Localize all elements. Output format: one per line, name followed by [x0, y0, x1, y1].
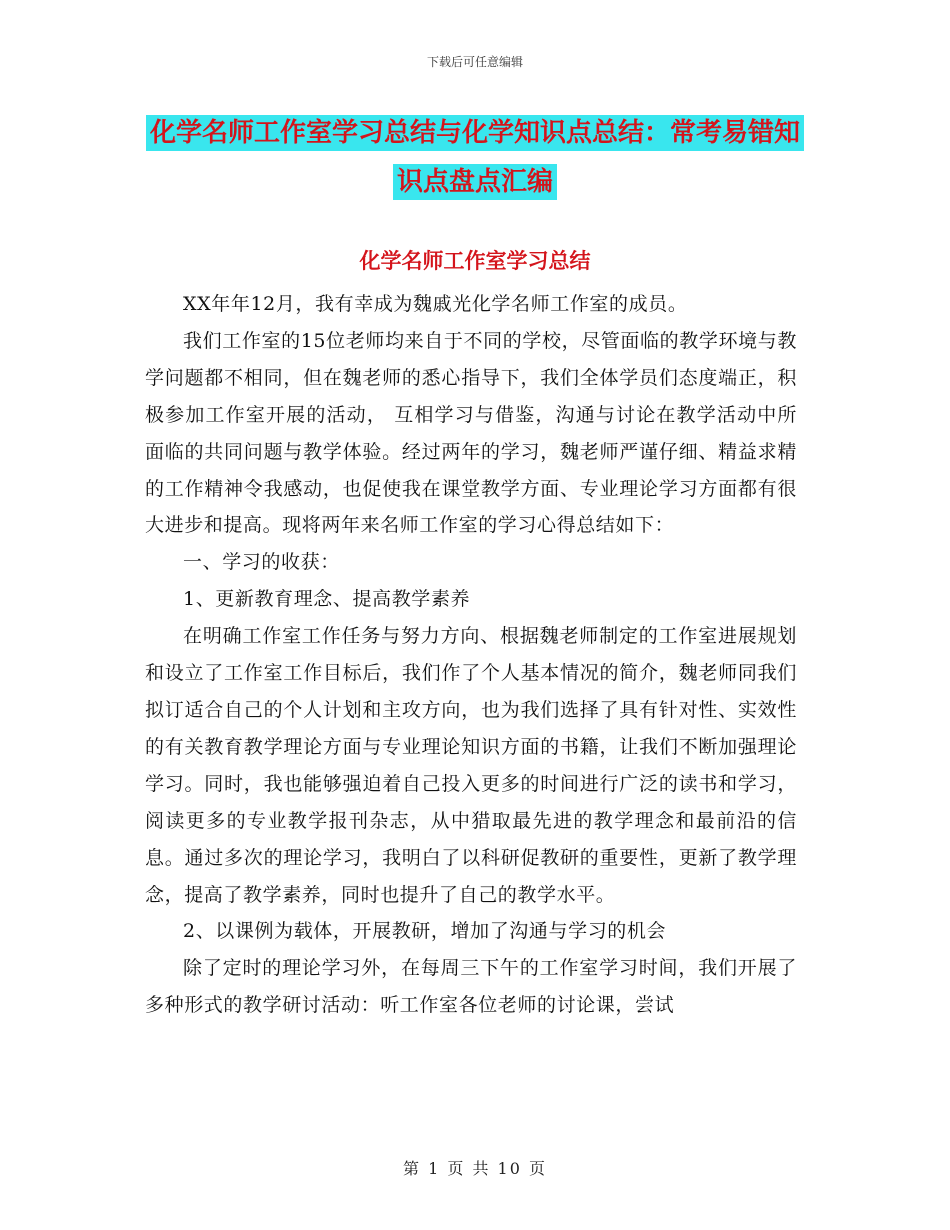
paragraph: 一、学习的收获：	[183, 551, 340, 574]
paragraph: 2、以课例为载体，开展教研，增加了沟通与学习的机会	[183, 920, 667, 943]
paragraph: 我们工作室的15位老师均来自于不同的学校，尽管面临的教学环境与教学问题都不相同，但在魏老师的悉心指导下，我们全体学员们态度端正，积极参加工作室开展的活动， 互相学习与借鉴，沟通与讨论在教学活动中所面临的共同问题与教学体验。经过两年的学习，魏老师严谨仔细、精益求精的工作精神令我感动，也促使我在课堂教学方面、专业理论学习方面都有很大进步和提高。现将两年来名师工作室的学习心得总结如下：	[145, 329, 797, 537]
header-note: 下载后可任意编辑	[426, 55, 523, 69]
paragraph: 除了定时的理论学习外，在每周三下午的工作室学习时间，我们开展了多种形式的教学研讨活动：听工作室各位老师的讨论课，尝试	[145, 957, 797, 1017]
paragraph: XX年年12月，我有幸成为魏戚光化学名师工作室的成员。	[183, 293, 688, 315]
paragraph: 1、更新教育理念、提高教学素养	[183, 588, 471, 611]
document-title-block	[140, 110, 810, 208]
paragraph: 在明确工作室工作任务与努力方向、根据魏老师制定的工作室进展规划和设立了工作室工作目标后，我们作了个人基本情况的简介，魏老师同我们拟订适合自己的个人计划和主攻方向，也为我们选择了具有针对性、实效性的有关教育教学理论方面与专业理论知识方面的书籍，让我们不断加强理论学习。同时，我也能够强迫着自己投入更多的时间进行广泛的读书和学习，阅读更多的专业教学报刊杂志，从中猎取最先进的教学理念和最前沿的信息。通过多次的理论学习，我明白了以科研促教研的重要性，更新了教学理念，提高了教学素养，同时也提升了自己的教学水平。	[145, 625, 797, 906]
section-title: 化学名师工作室学习总结	[359, 249, 591, 273]
document-title: 化学名师工作室学习总结与化学知识点总结：常考易错知识点盘点汇编	[146, 115, 804, 200]
document-body	[145, 286, 797, 1024]
page-footer: 第 1 页 共 10 页	[403, 1159, 547, 1178]
